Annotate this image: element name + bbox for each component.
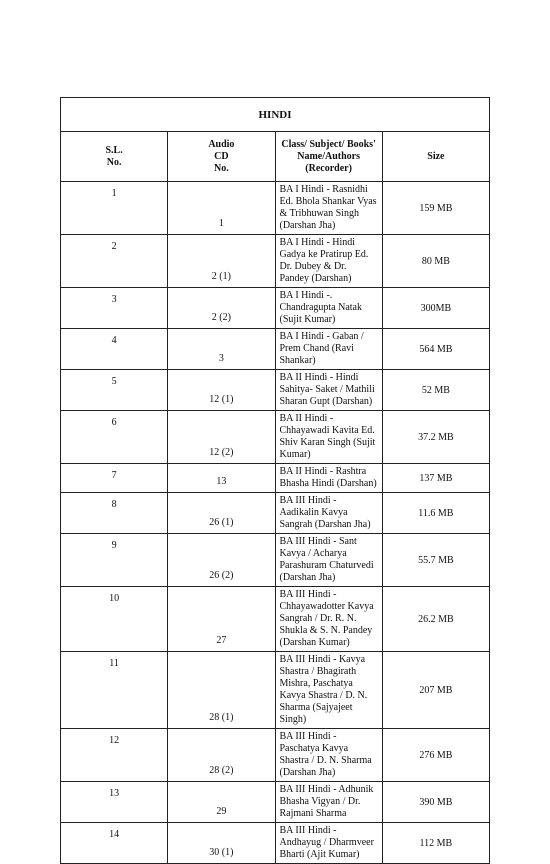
cell-description: BA III Hindi - Aadikalin Kavya Sangrah (Darshan Jha)	[275, 493, 382, 534]
catalog-table	[60, 97, 490, 864]
cell-size: 390 MB	[382, 782, 489, 823]
cell-audio-cd-no: 26 (1)	[168, 493, 275, 534]
table-row	[61, 587, 490, 652]
cell-size: 564 MB	[382, 329, 489, 370]
cell-description: BA II Hindi - Hindi Sahitya- Saket / Mathili Sharan Gupt (Darshan)	[275, 370, 382, 411]
cell-sl-no: 11	[61, 652, 168, 729]
table-title: HINDI	[61, 98, 490, 132]
cell-audio-cd-no: 28 (2)	[168, 729, 275, 782]
cell-sl-no: 8	[61, 493, 168, 534]
cell-size: 137 MB	[382, 464, 489, 493]
cell-audio-cd-no: 2 (2)	[168, 288, 275, 329]
cell-audio-cd-no: 13	[168, 464, 275, 493]
cell-audio-cd-no: 28 (1)	[168, 652, 275, 729]
cell-description: BA III Hindi - Andhayug / Dharmveer Bharti (Ajit Kumar)	[275, 823, 382, 864]
header-sl-no: S.L. No.	[61, 132, 168, 182]
cell-size: 159 MB	[382, 182, 489, 235]
cell-description: BA III Hindi - Kavya Shastra / Bhagirath Mishra, Paschatya Kavya Shastra / D. N. Sharma (Sajyajeet Singh)	[275, 652, 382, 729]
cell-size: 80 MB	[382, 235, 489, 288]
table-row	[61, 288, 490, 329]
cell-size: 300MB	[382, 288, 489, 329]
cell-description: BA I Hindi - Gaban / Prem Chand (Ravi Shankar)	[275, 329, 382, 370]
cell-description: BA III Hindi - Adhunik Bhasha Vigyan / Dr. Rajmani Sharma	[275, 782, 382, 823]
table-row	[61, 534, 490, 587]
cell-sl-no: 10	[61, 587, 168, 652]
cell-audio-cd-no: 3	[168, 329, 275, 370]
cell-description: BA I Hindi - Rasnidhi Ed. Bhola Shankar Vyas & Tribhuwan Singh (Darshan Jha)	[275, 182, 382, 235]
cell-audio-cd-no: 26 (2)	[168, 534, 275, 587]
cell-sl-no: 5	[61, 370, 168, 411]
header-description: Class/ Subject/ Books' Name/Authors (Recorder)	[275, 132, 382, 182]
cell-size: 37.2 MB	[382, 411, 489, 464]
header-size: Size	[382, 132, 489, 182]
cell-size: 207 MB	[382, 652, 489, 729]
cell-description: BA I Hindi - Hindi Gadya ke Pratirup Ed. Dr. Dubey & Dr. Pandey (Darshan)	[275, 235, 382, 288]
table-row	[61, 493, 490, 534]
header-audio-cd-no: Audio CD No.	[168, 132, 275, 182]
table-row	[61, 329, 490, 370]
cell-sl-no: 2	[61, 235, 168, 288]
table-row	[61, 464, 490, 493]
cell-audio-cd-no: 12 (2)	[168, 411, 275, 464]
table-row	[61, 411, 490, 464]
cell-sl-no: 12	[61, 729, 168, 782]
cell-audio-cd-no: 29	[168, 782, 275, 823]
cell-sl-no: 7	[61, 464, 168, 493]
cell-sl-no: 3	[61, 288, 168, 329]
cell-description: BA III Hindi - Chhayawadotter Kavya Sangrah / Dr. R. N. Shukla & S. N. Pandey (Darshan Kumar)	[275, 587, 382, 652]
cell-sl-no: 1	[61, 182, 168, 235]
cell-sl-no: 14	[61, 823, 168, 864]
table-row	[61, 370, 490, 411]
cell-audio-cd-no: 2 (1)	[168, 235, 275, 288]
cell-audio-cd-no: 27	[168, 587, 275, 652]
cell-audio-cd-no: 30 (1)	[168, 823, 275, 864]
table-row	[61, 782, 490, 823]
cell-size: 52 MB	[382, 370, 489, 411]
cell-sl-no: 6	[61, 411, 168, 464]
cell-description: BA I Hindi -. Chandragupta Natak (Sujit Kumar)	[275, 288, 382, 329]
cell-description: BA II Hindi - Chhayawadi Kavita Ed. Shiv Karan Singh (Sujit Kumar)	[275, 411, 382, 464]
table-title-row	[61, 98, 490, 132]
cell-size: 55.7 MB	[382, 534, 489, 587]
table-row	[61, 652, 490, 729]
cell-size: 11.6 MB	[382, 493, 489, 534]
cell-audio-cd-no: 1	[168, 182, 275, 235]
table-row	[61, 182, 490, 235]
cell-sl-no: 9	[61, 534, 168, 587]
cell-description: BA III Hindi - Sant Kavya / Acharya Parashuram Chaturvedi (Darshan Jha)	[275, 534, 382, 587]
cell-size: 276 MB	[382, 729, 489, 782]
cell-size: 26.2 MB	[382, 587, 489, 652]
cell-description: BA III Hindi - Paschatya Kavya Shastra / D. N. Sharma (Darshan Jha)	[275, 729, 382, 782]
cell-description: BA II Hindi - Rashtra Bhasha Hindi (Darshan)	[275, 464, 382, 493]
cell-audio-cd-no: 12 (1)	[168, 370, 275, 411]
table-row	[61, 729, 490, 782]
table-header-row	[61, 132, 490, 182]
table-row	[61, 823, 490, 864]
cell-sl-no: 4	[61, 329, 168, 370]
table-row	[61, 235, 490, 288]
cell-size: 112 MB	[382, 823, 489, 864]
cell-sl-no: 13	[61, 782, 168, 823]
